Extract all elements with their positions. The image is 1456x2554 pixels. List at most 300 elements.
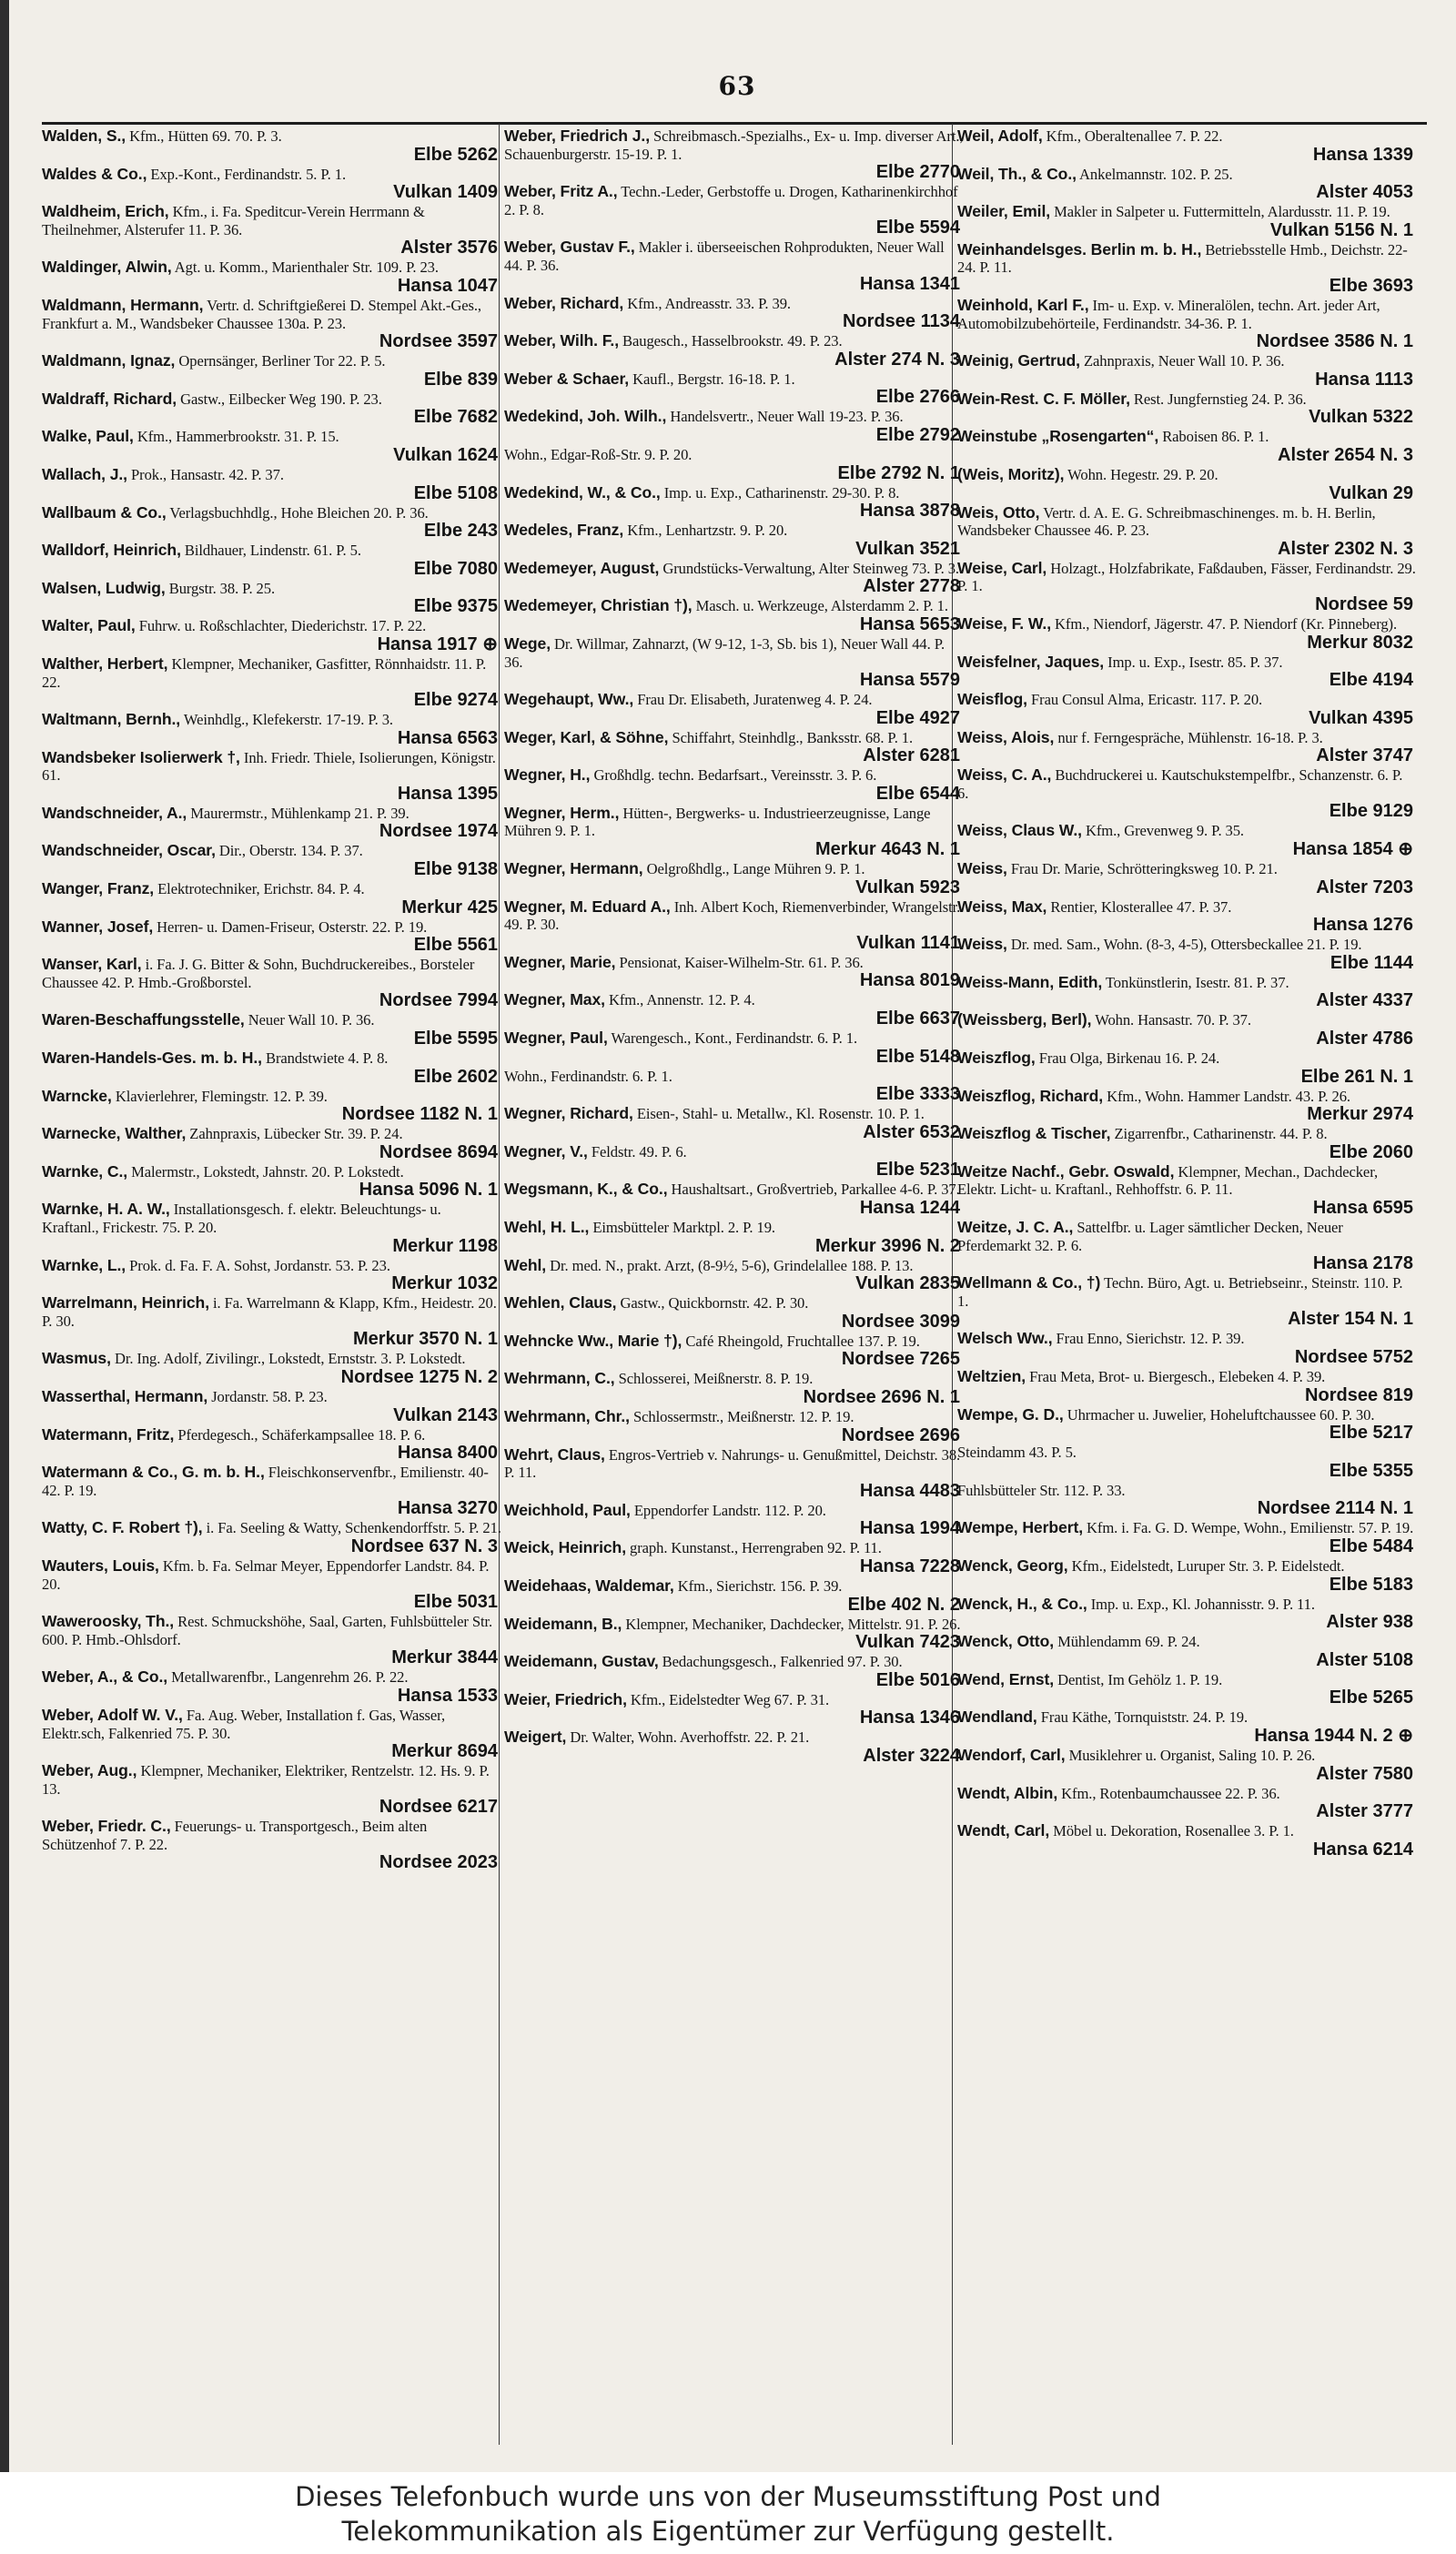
entry-description bbox=[957, 729, 1417, 747]
entry-phone-number: Elbe 5484 bbox=[1329, 1535, 1413, 1556]
entry-description bbox=[42, 1519, 501, 1537]
entry-phone-number: Hansa 8400 bbox=[397, 1443, 498, 1464]
entry-phone-number: Alster 6281 bbox=[863, 745, 960, 766]
entry-name: Weber, Friedrich J., bbox=[504, 127, 650, 145]
entry-phone-number: Nordsee 3099 bbox=[841, 1311, 960, 1332]
entry-description bbox=[504, 1143, 964, 1161]
directory-entry bbox=[957, 1049, 1417, 1087]
entry-phone-number: Nordsee 2696 bbox=[841, 1424, 960, 1445]
entry-name: Weiszflog & Tischer, bbox=[957, 1124, 1111, 1143]
directory-entry bbox=[957, 1088, 1417, 1125]
entry-description bbox=[504, 560, 964, 578]
entry-phone-number: Nordsee 7994 bbox=[379, 990, 498, 1011]
entry-phone-number: Elbe 5594 bbox=[875, 218, 960, 238]
entry-description bbox=[504, 295, 964, 313]
entry-name: Wegner, Hermann, bbox=[504, 859, 643, 878]
entry-description bbox=[957, 1482, 1417, 1500]
entry-details: Grundstücks-Verwaltung, Alter Steinweg 73. P. 3. bbox=[659, 559, 959, 577]
entry-phone-number: Elbe 2060 bbox=[1329, 1141, 1413, 1162]
entry-details: Feldstr. 49. P. 6. bbox=[587, 1142, 687, 1160]
directory-entry bbox=[42, 1294, 501, 1349]
directory-entry bbox=[504, 691, 964, 728]
entry-phone-number: Hansa 1533 bbox=[397, 1685, 498, 1706]
entry-name: Weil, Adolf, bbox=[957, 127, 1043, 145]
entry-phone-number: Alster 4786 bbox=[1316, 1029, 1413, 1049]
entry-description bbox=[957, 1163, 1417, 1199]
entry-description bbox=[957, 1747, 1417, 1765]
entry-name: Waltmann, Bernh., bbox=[42, 710, 181, 729]
directory-entry bbox=[42, 1388, 501, 1425]
entry-name: Weidemann, B., bbox=[504, 1614, 622, 1633]
entry-phone-number: Elbe 5265 bbox=[1329, 1687, 1413, 1708]
directory-entry bbox=[957, 898, 1417, 936]
entry-description bbox=[42, 956, 501, 991]
entry-details: Uhrmacher u. Juwelier, Hoheluftchaussee 60. P. 30. bbox=[1063, 1405, 1375, 1424]
entry-phone-number: Alster 3224 bbox=[863, 1745, 960, 1766]
entry-name: Wandsbeker Isolierwerk †, bbox=[42, 747, 240, 766]
directory-entry bbox=[42, 166, 501, 203]
entry-details: Kfm., Wohn. Hammer Landstr. 43. P. 26. bbox=[1103, 1087, 1350, 1105]
entry-details: Ankelmannstr. 102. P. 25. bbox=[1076, 165, 1233, 183]
entry-phone-number: Hansa 6214 bbox=[1312, 1839, 1413, 1860]
header-rule bbox=[42, 122, 1427, 125]
directory-entry bbox=[957, 1125, 1417, 1162]
directory-entry bbox=[504, 1502, 964, 1539]
entry-description bbox=[957, 898, 1417, 917]
entry-phone-number: Alster 2654 N. 3 bbox=[1278, 444, 1413, 465]
entry-details: Dr. med. N., prakt. Arzt, (8-9½, 5-6), Grindelallee 188. P. 13. bbox=[546, 1256, 914, 1274]
directory-entry bbox=[957, 1163, 1417, 1218]
entry-details: Schreibmasch.-Spezialhs., Ex- u. Imp. diverser Art., Schauenburgerstr. 15-19. P. 1. bbox=[504, 127, 964, 163]
entry-phone-number: Hansa 1854 ⊕ bbox=[1292, 839, 1413, 860]
entry-name: Weiss, bbox=[957, 859, 1007, 878]
entry-phone-number: Elbe 5016 bbox=[875, 1669, 960, 1690]
entry-description bbox=[504, 1539, 964, 1557]
directory-entry bbox=[957, 1219, 1417, 1273]
directory-entry bbox=[42, 203, 501, 258]
entry-description bbox=[504, 1691, 964, 1709]
entry-details: Imp. u. Exp., Catharinenstr. 29-30. P. 8. bbox=[660, 483, 900, 502]
entry-details: Herren- u. Damen-Friseur, Osterstr. 22. P. 19. bbox=[153, 917, 428, 936]
entry-name: Wanser, Karl, bbox=[42, 955, 142, 974]
entry-details: Zahnpraxis, Lübecker Str. 39. P. 24. bbox=[186, 1125, 403, 1143]
directory-entry bbox=[504, 183, 964, 238]
entry-details: Makler i. überseeischen Rohprodukten, Neuer Wall 44. P. 36. bbox=[504, 238, 945, 274]
entry-description bbox=[504, 954, 964, 972]
entry-description bbox=[957, 1822, 1417, 1840]
entry-details: Frau Dr. Elisabeth, Juratenweg 4. P. 24. bbox=[633, 691, 873, 709]
entry-details: Eimsbütteler Marktpl. 2. P. 19. bbox=[589, 1219, 775, 1236]
entry-details: Fuhrw. u. Roßschlachter, Diederichstr. 17. P. 22. bbox=[135, 617, 427, 635]
entry-description bbox=[504, 1105, 964, 1123]
entry-details: Exp.-Kont., Ferdinandstr. 5. P. 1. bbox=[147, 165, 347, 183]
entry-phone-number: Elbe 2766 bbox=[875, 387, 960, 408]
entry-details: Buchdruckerei u. Kautschukstempelfbr., Schanzenstr. 6. P. 6. bbox=[957, 766, 1403, 802]
entry-name: Weick, Heinrich, bbox=[504, 1538, 626, 1557]
entry-phone-number: Vulkan 2143 bbox=[393, 1404, 498, 1425]
entry-name: Weise, Carl, bbox=[957, 558, 1047, 577]
entry-description bbox=[957, 936, 1417, 954]
entry-details: Brandstwiete 4. P. 8. bbox=[261, 1049, 389, 1068]
entry-phone-number: Merkur 425 bbox=[401, 897, 498, 917]
entry-details: i. Fa. Seeling & Watty, Schenkendorffstr. 5. P. 21. bbox=[202, 1519, 501, 1537]
entry-details: Maurermstr., Mühlenkamp 21. P. 39. bbox=[187, 804, 410, 822]
entry-description bbox=[957, 1088, 1417, 1106]
entry-phone-number: Elbe 5108 bbox=[413, 482, 498, 503]
entry-details: Wohn., Edgar-Roß-Str. 9. P. 20. bbox=[504, 445, 693, 463]
directory-entry bbox=[504, 295, 964, 332]
entry-description bbox=[42, 617, 501, 635]
entry-details: Frau Meta, Brot- u. Biergesch., Elebeken 4. P. 39. bbox=[1026, 1367, 1326, 1385]
directory-entry bbox=[42, 1762, 501, 1817]
entry-details: Inh. Albert Koch, Riemenverbinder, Wrangelstr. 49. P. 30. bbox=[504, 897, 961, 934]
entry-details: Opernsänger, Berliner Tor 22. P. 5. bbox=[175, 352, 386, 370]
entry-description bbox=[42, 655, 501, 691]
entry-details: Café Rheingold, Fruchtallee 137. P. 19. bbox=[682, 1332, 920, 1350]
entry-phone-number: Hansa 1244 bbox=[859, 1198, 960, 1218]
entry-description bbox=[42, 1257, 501, 1275]
entry-description bbox=[42, 1163, 501, 1181]
entry-name: Watermann & Co., G. m. b. H., bbox=[42, 1463, 265, 1482]
entry-description bbox=[42, 1426, 501, 1444]
entry-description bbox=[42, 1388, 501, 1406]
entry-details: Frau Olga, Birkenau 16. P. 24. bbox=[1035, 1049, 1220, 1068]
directory-entry bbox=[957, 1747, 1417, 1784]
entry-description bbox=[42, 203, 501, 238]
footer-notice bbox=[0, 2472, 1456, 2554]
entry-phone-number: Nordsee 5752 bbox=[1294, 1346, 1413, 1367]
entry-description bbox=[957, 1671, 1417, 1689]
entry-phone-number: Alster 6532 bbox=[863, 1121, 960, 1142]
entry-name: Weber, Aug., bbox=[42, 1761, 137, 1780]
entry-details: Vertr. d. Schriftgießerei D. Stempel Akt.-Ges., Frankfurt a. M., Wandsbeker Chaussee 130a. P. 23. bbox=[42, 296, 481, 332]
directory-entry bbox=[957, 297, 1417, 351]
entry-name: Weiss, Alois, bbox=[957, 727, 1055, 746]
entry-details: Kaufl., Bergstr. 16-18. P. 1. bbox=[629, 370, 795, 388]
entry-name: Wandschneider, Oscar, bbox=[42, 841, 216, 860]
entry-phone-number: Hansa 1395 bbox=[397, 783, 498, 804]
entry-description bbox=[42, 1294, 501, 1330]
entry-name: Wedekind, W., & Co., bbox=[504, 482, 661, 502]
entry-description bbox=[957, 1406, 1417, 1424]
entry-details: i. Fa. Warrelmann & Klapp, Kfm., Heidestr. 20. P. 30. bbox=[42, 1294, 497, 1330]
entry-details: Neuer Wall 10. P. 36. bbox=[244, 1011, 375, 1029]
entry-phone-number: Alster 938 bbox=[1326, 1612, 1413, 1633]
entry-phone-number: Elbe 243 bbox=[423, 521, 498, 542]
directory-entry bbox=[957, 1368, 1417, 1405]
entry-description bbox=[42, 580, 501, 598]
entry-phone-number: Merkur 2974 bbox=[1307, 1104, 1413, 1125]
directory-entry bbox=[504, 1577, 964, 1615]
entry-description bbox=[42, 711, 501, 729]
entry-description bbox=[957, 1125, 1417, 1143]
entry-name: Wenck, Georg, bbox=[957, 1556, 1068, 1575]
entry-details: Frau Enno, Sierichstr. 12. P. 39. bbox=[1052, 1330, 1245, 1348]
entry-description bbox=[42, 1088, 501, 1106]
entry-details: Steindamm 43. P. 5. bbox=[957, 1444, 1077, 1462]
directory-entry bbox=[504, 238, 964, 293]
directory-entry bbox=[504, 1370, 964, 1407]
directory-entry bbox=[957, 1633, 1417, 1670]
entry-phone-number: Elbe 3693 bbox=[1329, 275, 1413, 296]
entry-details: Schlossermstr., Meißnerstr. 12. P. 19. bbox=[629, 1407, 854, 1425]
entry-details: Schlosserei, Meißnerstr. 8. P. 19. bbox=[614, 1370, 814, 1388]
entry-details: Raboisen 86. P. 1. bbox=[1158, 428, 1269, 446]
entry-name: Waldinger, Alwin, bbox=[42, 258, 172, 277]
directory-entry bbox=[957, 504, 1417, 559]
entry-description bbox=[504, 691, 964, 709]
entry-details: Tonkünstlerin, Isestr. 81. P. 37. bbox=[1102, 973, 1289, 991]
entry-phone-number: Nordsee 2696 N. 1 bbox=[803, 1386, 960, 1407]
entry-description bbox=[42, 1557, 501, 1593]
entry-name: Wedemeyer, Christian †), bbox=[504, 596, 693, 615]
entry-description bbox=[42, 1350, 501, 1368]
directory-entry bbox=[504, 1333, 964, 1370]
entry-details: Elektrotechniker, Erichstr. 84. P. 4. bbox=[154, 880, 365, 898]
entry-name: Wedeles, Franz, bbox=[504, 521, 624, 540]
entry-description bbox=[42, 880, 501, 898]
entry-phone-number: Nordsee 2023 bbox=[379, 1852, 498, 1873]
entry-description bbox=[504, 484, 964, 502]
entry-details: Frau Dr. Marie, Schrötteringksweg 10. P. 21. bbox=[1006, 860, 1278, 878]
directory-entry bbox=[42, 580, 501, 617]
entry-name: Walden, S., bbox=[42, 127, 126, 145]
entry-name: Waren-Beschaffungsstelle, bbox=[42, 1010, 245, 1029]
entry-description bbox=[42, 1201, 501, 1236]
entry-name: Wegner, H., bbox=[504, 765, 591, 785]
directory-entry bbox=[504, 1653, 964, 1690]
entry-details: Betriebsstelle Hmb., Deichstr. 22-24. P. 11. bbox=[957, 240, 1408, 277]
entry-details: Wohn. Hegestr. 29. P. 20. bbox=[1064, 465, 1218, 483]
entry-phone-number: Elbe 5355 bbox=[1329, 1460, 1413, 1481]
entry-name: Waldmann, Ignaz, bbox=[42, 351, 176, 370]
entry-phone-number: Hansa 7228 bbox=[859, 1556, 960, 1576]
entry-details: Kfm. i. Fa. G. D. Wempe, Wohn., Emilienstr. 57. P. 19. bbox=[1083, 1519, 1414, 1537]
directory-entry bbox=[504, 1029, 964, 1067]
entry-description bbox=[957, 560, 1417, 595]
entry-details: Kfm., Hütten 69. 70. P. 3. bbox=[126, 127, 282, 145]
entry-phone-number: Nordsee 59 bbox=[1315, 593, 1413, 614]
entry-details: Klavierlehrer, Flemingstr. 12. P. 39. bbox=[111, 1087, 328, 1105]
directory-entry bbox=[957, 822, 1417, 859]
entry-description bbox=[957, 390, 1417, 409]
directory-entry bbox=[42, 1125, 501, 1162]
entry-phone-number: Vulkan 3521 bbox=[855, 538, 960, 559]
entry-name: Weiss-Mann, Edith, bbox=[957, 972, 1103, 991]
directory-entry bbox=[42, 1201, 501, 1255]
directory-entry bbox=[42, 1818, 501, 1872]
directory-entry bbox=[957, 127, 1417, 165]
directory-entry bbox=[42, 428, 501, 465]
entry-description bbox=[957, 654, 1417, 672]
directory-entry bbox=[504, 370, 964, 408]
entry-description bbox=[504, 860, 964, 878]
entry-phone-number: Elbe 7682 bbox=[413, 407, 498, 428]
directory-entry bbox=[504, 766, 964, 804]
directory-entry bbox=[957, 466, 1417, 503]
directory-entry bbox=[504, 1691, 964, 1728]
entry-phone-number: Hansa 1047 bbox=[397, 275, 498, 296]
entry-name: Wanger, Franz, bbox=[42, 879, 155, 898]
entry-phone-number: Elbe 261 N. 1 bbox=[1300, 1066, 1413, 1087]
entry-name: Wellmann & Co., †) bbox=[957, 1273, 1101, 1292]
entry-description bbox=[504, 183, 964, 218]
entry-phone-number: Merkur 4643 N. 1 bbox=[815, 839, 960, 860]
entry-details: Kfm. b. Fa. Selmar Meyer, Eppendorfer Landstr. 84. P. 20. bbox=[42, 1556, 490, 1593]
entry-phone-number: Hansa 5096 N. 1 bbox=[359, 1180, 498, 1201]
entry-description bbox=[42, 428, 501, 446]
entry-description bbox=[42, 805, 501, 823]
entry-details: Kfm., Oberaltenallee 7. P. 22. bbox=[1042, 127, 1223, 145]
entry-phone-number: Elbe 9138 bbox=[413, 859, 498, 880]
entry-phone-number: Hansa 3878 bbox=[859, 501, 960, 522]
entry-phone-number: Elbe 5148 bbox=[875, 1046, 960, 1067]
directory-entry bbox=[957, 1406, 1417, 1444]
directory-entry bbox=[42, 390, 501, 428]
entry-description bbox=[957, 1330, 1417, 1348]
entry-phone-number: Hansa 1339 bbox=[1312, 144, 1413, 165]
entry-details: Prok., Hansastr. 42. P. 37. bbox=[126, 465, 284, 483]
entry-details: Holzagt., Holzfabrikate, Faßdauben, Fässer, Ferdinandstr. 29. P. 1. bbox=[957, 559, 1416, 595]
entry-phone-number: Elbe 9274 bbox=[413, 690, 498, 711]
entry-details: Pensionat, Kaiser-Wilhelm-Str. 61. P. 36. bbox=[615, 953, 864, 971]
entry-description bbox=[504, 1257, 964, 1275]
entry-phone-number: Nordsee 1182 N. 1 bbox=[341, 1104, 498, 1125]
entry-phone-number: Hansa 1341 bbox=[859, 273, 960, 294]
entry-description bbox=[957, 352, 1417, 370]
entry-description bbox=[42, 466, 501, 484]
directory-entry bbox=[42, 1257, 501, 1294]
entry-details: i. Fa. J. G. Bitter & Sohn, Buchdruckereibes., Borsteler Chaussee 42. P. Hmb.-Großborstel. bbox=[42, 956, 475, 991]
directory-entry bbox=[504, 446, 964, 483]
entry-phone-number: Hansa 8019 bbox=[859, 970, 960, 991]
directory-entry bbox=[42, 880, 501, 917]
entry-details: Metallwarenfbr., Langenrehm 26. P. 22. bbox=[167, 1668, 409, 1687]
entry-name: Wein-Rest. C. F. Möller, bbox=[957, 389, 1130, 408]
entry-description bbox=[504, 1029, 964, 1048]
entry-name: (Weissberg, Berl), bbox=[957, 1010, 1092, 1029]
entry-name: Waldmann, Hermann, bbox=[42, 295, 204, 314]
entry-details: Schiffahrt, Steinhdlg., Banksstr. 68. P. 1. bbox=[668, 728, 914, 746]
page-number: 63 bbox=[718, 71, 756, 101]
directory-entry bbox=[957, 1708, 1417, 1746]
directory-entry bbox=[504, 1181, 964, 1218]
directory-entry bbox=[957, 615, 1417, 653]
entry-name: Wegner, Herm., bbox=[504, 803, 620, 822]
entry-name: Wehlen, Claus, bbox=[504, 1293, 617, 1312]
entry-details: Frau Käthe, Tornquiststr. 24. P. 19. bbox=[1036, 1708, 1249, 1727]
entry-phone-number: Merkur 3570 N. 1 bbox=[353, 1329, 498, 1350]
entry-details: Kfm., Rotenbaumchaussee 22. P. 36. bbox=[1057, 1784, 1280, 1802]
entry-phone-number: Elbe 4194 bbox=[1329, 670, 1413, 691]
directory-entry bbox=[504, 1068, 964, 1105]
entry-name: Weitze, J. C. A., bbox=[957, 1218, 1074, 1236]
entry-description bbox=[504, 1219, 964, 1237]
directory-entry bbox=[957, 1785, 1417, 1822]
entry-description bbox=[504, 1577, 964, 1596]
entry-phone-number: Elbe 2792 N. 1 bbox=[837, 462, 960, 483]
entry-phone-number: Nordsee 1134 bbox=[843, 311, 960, 332]
entry-name: Weber, Gustav F., bbox=[504, 238, 635, 257]
entry-name: Weber & Schaer, bbox=[504, 369, 630, 388]
entry-details: Feuerungs- u. Transportgesch., Beim alten Schützenhof 7. P. 22. bbox=[42, 1818, 428, 1853]
entry-phone-number: Elbe 5595 bbox=[413, 1029, 498, 1049]
entry-name: Warrelmann, Heinrich, bbox=[42, 1293, 209, 1312]
entry-description bbox=[504, 522, 964, 540]
directory-entry bbox=[42, 918, 501, 956]
entry-description bbox=[42, 542, 501, 560]
entry-description bbox=[504, 1616, 964, 1634]
entry-name: Weber, Wilh. F., bbox=[504, 331, 619, 350]
entry-description bbox=[957, 822, 1417, 840]
entry-description bbox=[957, 1708, 1417, 1727]
entry-details: Dr. Walter, Wohn. Averhoffstr. 22. P. 21. bbox=[566, 1728, 810, 1747]
entry-name: Waren-Handels-Ges. m. b. H., bbox=[42, 1049, 262, 1068]
entry-name: Wasmus, bbox=[42, 1349, 111, 1368]
entry-description bbox=[957, 860, 1417, 878]
entry-details: Verlagsbuchhdlg., Hohe Bleichen 20. P. 36. bbox=[166, 503, 429, 522]
entry-description bbox=[504, 1446, 964, 1482]
entry-name: Wehrmann, C., bbox=[504, 1369, 615, 1388]
entry-description bbox=[957, 241, 1417, 277]
entry-phone-number: Vulkan 1141 bbox=[856, 932, 960, 953]
entry-description bbox=[42, 1125, 501, 1143]
directory-entry bbox=[504, 1616, 964, 1653]
directory-entry bbox=[504, 1257, 964, 1294]
entry-description bbox=[957, 1557, 1417, 1576]
entry-phone-number: Hansa 5579 bbox=[859, 670, 960, 691]
entry-phone-number: Alster 3777 bbox=[1316, 1801, 1413, 1822]
directory-entry bbox=[42, 258, 501, 296]
entry-name: Waweroosky, Th., bbox=[42, 1612, 175, 1631]
entry-details: Wohn., Ferdinandstr. 6. P. 1. bbox=[504, 1067, 672, 1085]
directory-entry bbox=[42, 842, 501, 879]
entry-name: Waldheim, Erich, bbox=[42, 202, 169, 221]
entry-description bbox=[504, 635, 964, 671]
entry-description bbox=[504, 597, 964, 615]
entry-phone-number: Vulkan 5923 bbox=[855, 877, 960, 897]
directory-entry bbox=[957, 1822, 1417, 1860]
entry-name: Wendland, bbox=[957, 1708, 1037, 1727]
entry-phone-number: Vulkan 5156 N. 1 bbox=[1269, 219, 1413, 240]
entry-name: Weltzien, bbox=[957, 1366, 1026, 1385]
entry-name: Weiss, Claus W., bbox=[957, 821, 1082, 840]
entry-phone-number: Elbe 2770 bbox=[875, 162, 960, 183]
entry-name: Weinhold, Karl F., bbox=[957, 295, 1089, 314]
entry-phone-number: Merkur 1198 bbox=[392, 1235, 498, 1256]
entry-name: Wempe, Herbert, bbox=[957, 1518, 1083, 1537]
entry-name: Walldorf, Heinrich, bbox=[42, 541, 181, 560]
entry-details: Jordanstr. 58. P. 23. bbox=[207, 1387, 328, 1405]
directory-entry bbox=[957, 766, 1417, 821]
entry-description bbox=[957, 1219, 1417, 1254]
entry-name: Wegner, Marie, bbox=[504, 952, 616, 971]
directory-entry bbox=[957, 352, 1417, 390]
entry-name: Wandschneider, A., bbox=[42, 803, 187, 822]
directory-entry bbox=[957, 1557, 1417, 1595]
entry-phone-number: Alster 3747 bbox=[1316, 745, 1413, 766]
entry-description bbox=[42, 842, 501, 860]
entry-phone-number: Vulkan 5322 bbox=[1309, 407, 1413, 428]
directory-entry bbox=[42, 1707, 501, 1761]
entry-description bbox=[957, 297, 1417, 332]
directory-entry bbox=[42, 956, 501, 1010]
directory-entry bbox=[957, 1671, 1417, 1708]
entry-details: Kfm., Lenhartzstr. 9. P. 20. bbox=[623, 522, 788, 540]
directory-entry bbox=[957, 1274, 1417, 1329]
entry-phone-number: Alster 2302 N. 3 bbox=[1278, 538, 1413, 559]
directory-entry bbox=[957, 428, 1417, 465]
